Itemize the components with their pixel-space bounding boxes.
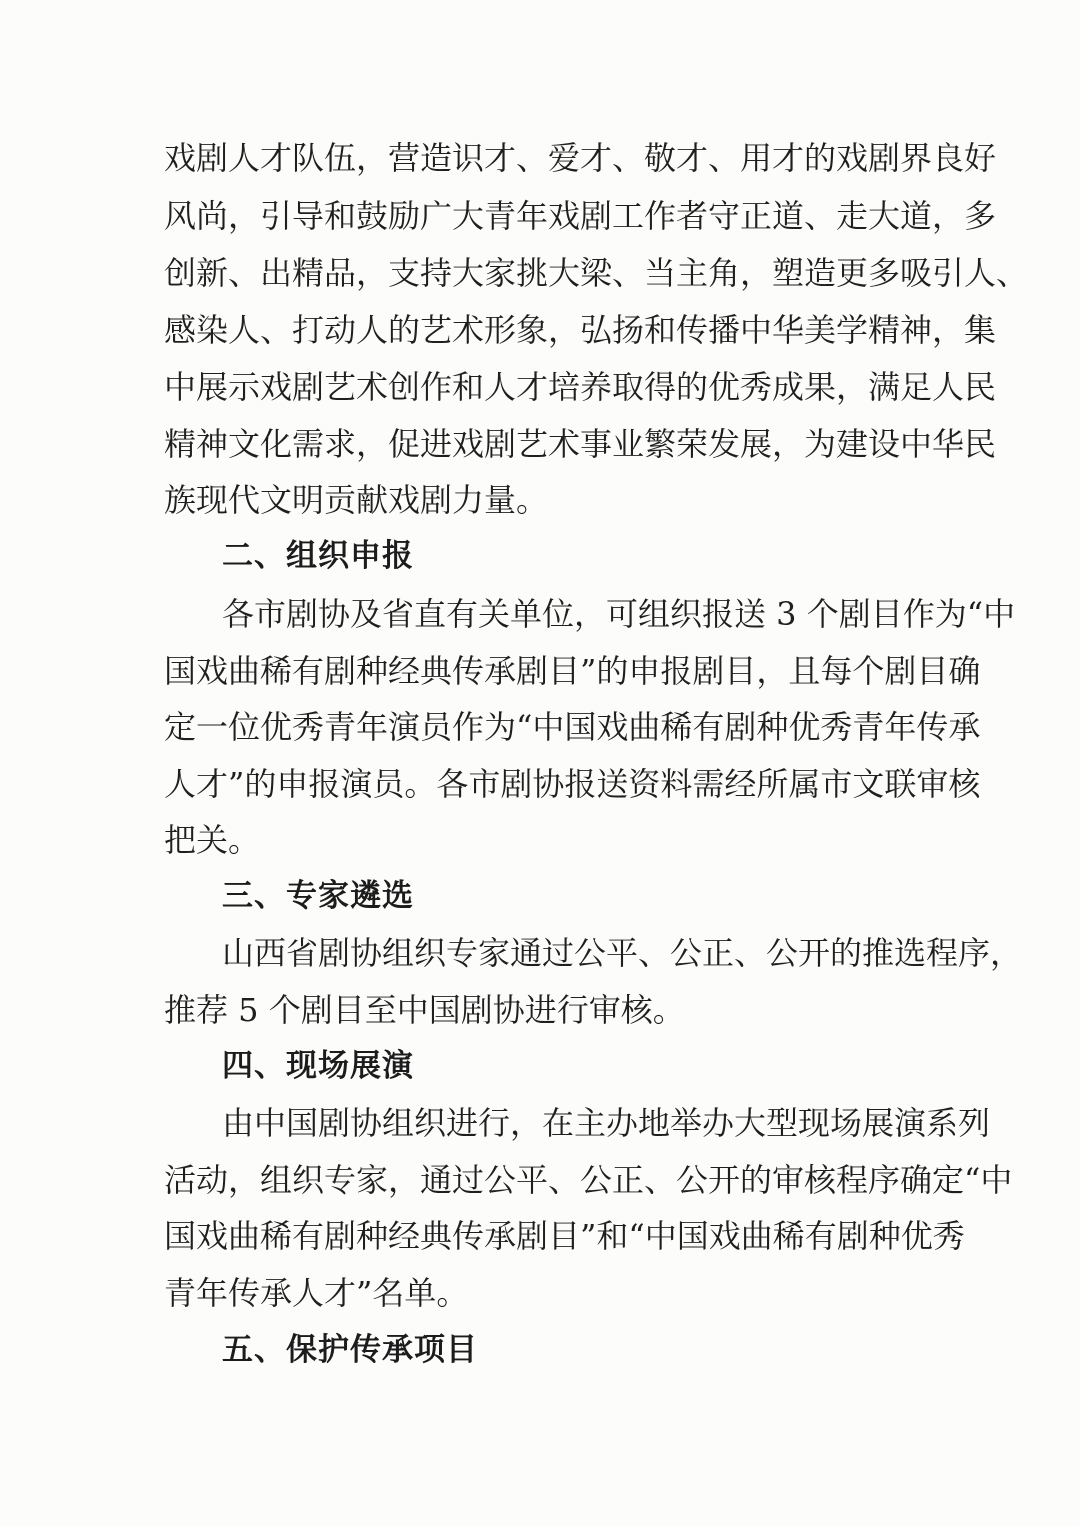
body-text-line: 人才”的申报演员。各市剧协报送资料需经所属市文联审核 <box>164 765 981 803</box>
paragraph-first-line: 山西省剧协组织专家通过公平、公正、公开的推选程序， <box>222 934 1023 972</box>
section-heading: 五、保护传承项目 <box>222 1332 478 1368</box>
body-text-line: 精神文化需求，促进戏剧艺术事业繁荣发展，为建设中华民 <box>164 425 997 463</box>
paragraph-first-line: 由中国剧协组织进行，在主办地举办大型现场展演系列 <box>222 1104 991 1142</box>
body-text-line: 族现代文明贡献戏剧力量。 <box>164 481 549 519</box>
body-text-line: 国戏曲稀有剧种经典传承剧目”的申报剧目，且每个剧目确 <box>164 652 981 690</box>
body-text-line: 创新、出精品，支持大家挑大梁、当主角，塑造更多吸引人、 <box>164 254 1029 292</box>
body-text-line: 风尚，引导和鼓励广大青年戏剧工作者守正道、走大道，多 <box>164 197 997 235</box>
body-text-line: 定一位优秀青年演员作为“中国戏曲稀有剧种优秀青年传承 <box>164 708 981 746</box>
body-text-line: 戏剧人才队伍，营造识才、爱才、敬才、用才的戏剧界良好 <box>164 139 997 177</box>
body-text-line: 国戏曲稀有剧种经典传承剧目”和“中国戏曲稀有剧种优秀 <box>164 1217 965 1255</box>
body-text-line: 感染人、打动人的艺术形象，弘扬和传播中华美学精神，集 <box>164 311 997 349</box>
body-text-line: 活动，组织专家，通过公平、公正、公开的审核程序确定“中 <box>164 1161 1013 1199</box>
body-text-line: 中展示戏剧艺术创作和人才培养取得的优秀成果，满足人民 <box>164 368 997 406</box>
section-heading: 二、组织申报 <box>222 538 414 574</box>
paragraph-first-line: 各市剧协及省直有关单位，可组织报送 3 个剧目作为“中 <box>222 595 1016 633</box>
section-heading: 四、现场展演 <box>222 1048 414 1084</box>
section-heading: 三、专家遴选 <box>222 878 414 914</box>
body-text-line: 推荐 5 个剧目至中国剧协进行审核。 <box>164 991 685 1029</box>
body-text-line: 把关。 <box>164 821 261 859</box>
body-text-line: 青年传承人才”名单。 <box>164 1274 469 1312</box>
